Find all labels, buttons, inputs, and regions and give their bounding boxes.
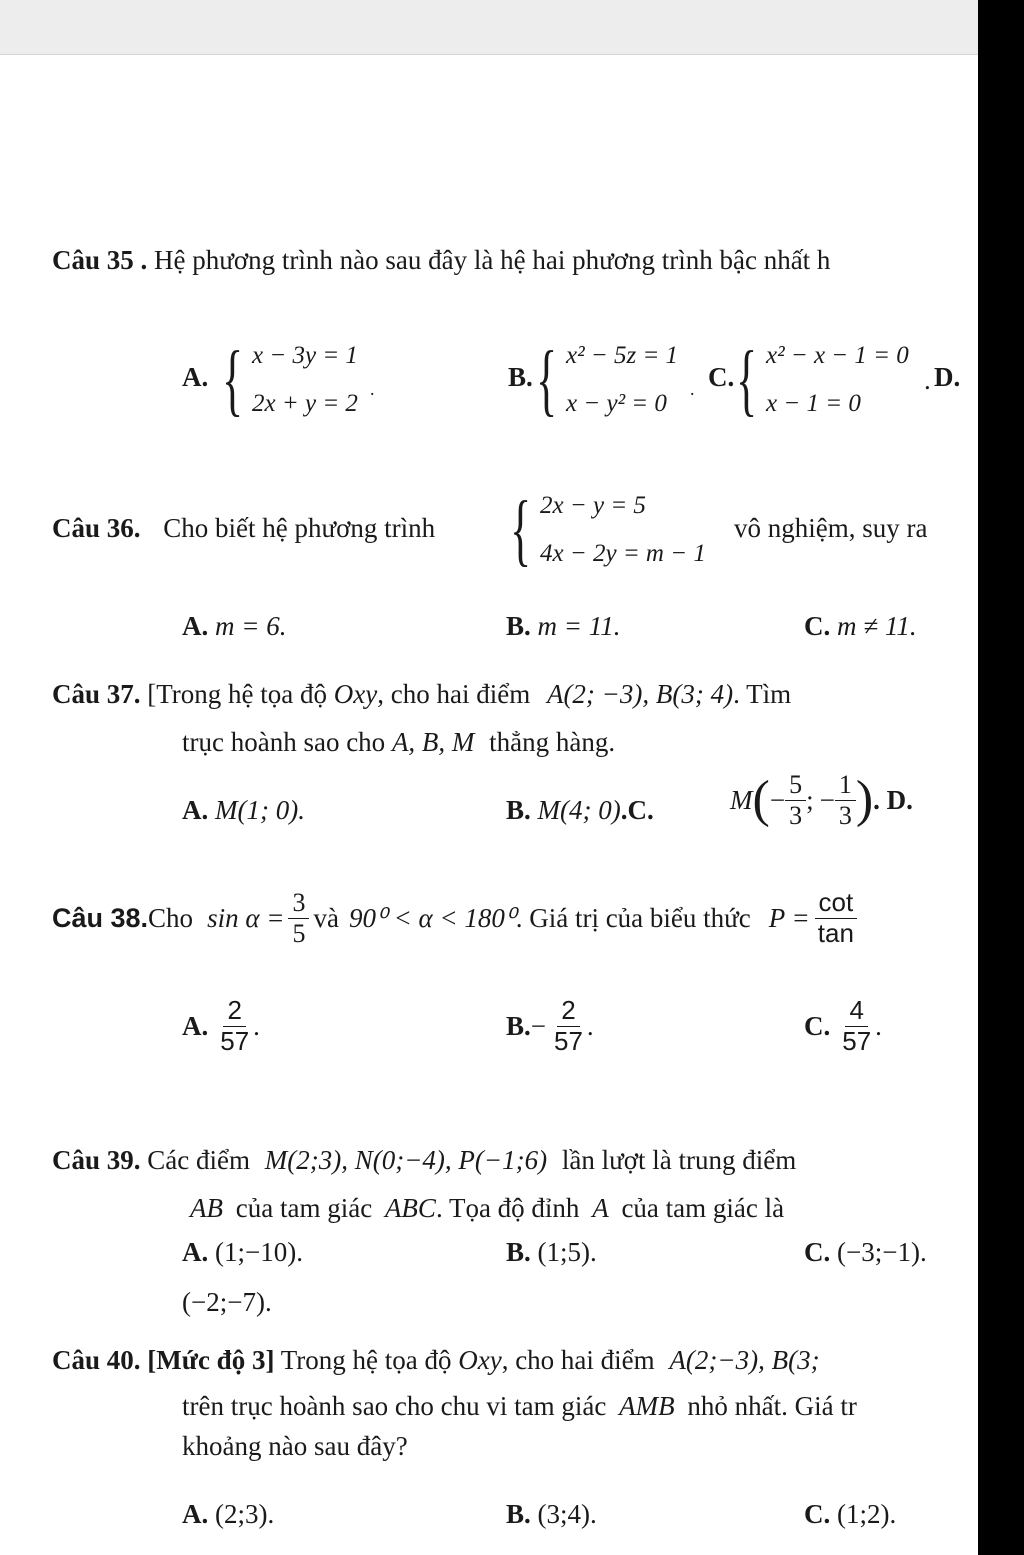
question-40 [52,1346,820,1376]
q39-option-d-value: (−2;−7). [182,1287,272,1317]
q38-c-label: C. [804,1010,831,1041]
q36-option-c [804,612,917,642]
q37-points: A(2; −3), B(3; 4) [546,679,734,709]
q40-b-value: (3;4). [537,1499,597,1529]
q39-option-b [506,1238,597,1268]
q35-option-a-label: A. [182,362,209,392]
question-37 [52,680,791,710]
q39-option-a [182,1238,303,1268]
q38-label: Câu 38. [52,902,149,933]
q39-ab: AB [190,1193,223,1223]
q35-a-end: . [370,379,375,399]
q39-line2b: của tam giác [235,1193,373,1223]
q35-label: Câu 35 . [52,245,148,275]
q37-line2 [182,728,615,758]
q37-a-label: A. [182,795,209,825]
q39-c-value: (−3;−1). [837,1237,927,1267]
q40-text1: Trong hệ tọa độ [280,1345,452,1375]
q35-b-eq2: x − y² = 0 [566,390,667,417]
q38-option-c: C. $\frac{4}{57}$ . [804,995,882,1056]
q36-b-value: m = 11. [537,611,621,641]
q38-c-frac [838,996,875,1057]
q35-option-b-system: { x² − 5z = 1 x − y² = 0 [536,336,679,424]
q38-a-frac [216,996,253,1057]
q37-c-d1: 3 [789,800,803,830]
q38-sin: sin α = [207,902,285,933]
q40-b-label: B. [506,1499,531,1529]
q35-option-d-label: D. [934,362,961,392]
q38-p: P = [768,902,810,933]
q36-eq1: 2x − y = 5 [540,492,646,519]
q40-level: [Mức độ 3] [147,1345,275,1375]
q37-b-label: B. [506,795,531,825]
q38-p-frac [814,888,858,949]
q37-line2b: A, B, M [391,727,475,757]
q39-text1: Các điểm [147,1145,250,1175]
q38-option-b: B. − $\frac{2}{57}$ . [506,995,594,1056]
q35-option-a-system: { x − 3y = 1 2x + y = 2 [222,336,358,424]
q40-line2a: trên trục hoành sao cho chu vi tam giác [182,1391,607,1421]
q39-b-value: (1;5). [537,1237,597,1267]
q38-ineq: 90⁰ < α < 180⁰ [348,902,516,933]
q38-num: 3 [288,888,309,919]
q36-c-label: C. [804,611,831,641]
q36-text: Cho biết hệ phương trình [163,513,436,543]
q35-option-c-system: { x² − x − 1 = 0 x − 1 = 0 [736,336,909,424]
q38-a-den: 57 [220,1025,250,1056]
q40-a-value: (2;3). [215,1499,275,1529]
q36-a-value: m = 6. [215,611,287,641]
q39-line2f: của tam giác là [621,1193,785,1223]
q37-a-value: M(1; 0). [215,795,305,825]
q37-oxy: Oxy [333,679,378,709]
q40-option-a [182,1500,274,1530]
q40-points: A(2;−3), B(3; [669,1345,820,1375]
q35-c-eq2: x − 1 = 0 [766,390,861,417]
q35-option-b-label: B. [508,362,533,392]
q40-text2: , cho hai điểm [501,1345,655,1375]
q37-option-a [182,796,305,826]
q36-c-value: m ≠ 11. [837,611,917,641]
q38-text1: Cho [148,902,194,933]
q38-a-num: 2 [223,996,245,1027]
q39-a: A [592,1193,609,1223]
q36-label: Câu 36. [52,513,141,543]
q38-c-den: 57 [842,1025,872,1056]
q39-points: M(2;3), N(0;−4), P(−1;6) [264,1145,548,1175]
q38-frac [288,888,309,949]
q38-b-label: B. [506,1010,531,1041]
q35-c-eq1: x² − x − 1 = 0 [766,342,909,369]
question-36 [52,514,435,544]
q36-option-b [506,612,620,642]
q37-line2c: thẳng hàng. [489,727,616,757]
q40-c-value: (1;2). [837,1499,897,1529]
q40-line2 [182,1392,857,1422]
q40-option-b [506,1500,597,1530]
q37-c-frac1 [785,770,806,831]
q35-a-eq1: x − 3y = 1 [252,342,358,369]
q36-eq2: 4x − 2y = m − 1 [540,540,706,567]
q35-a-eq2: 2x + y = 2 [252,390,358,417]
q39-abc: ABC [384,1193,436,1223]
q37-text3: . Tìm [733,679,792,709]
question-38 [52,888,858,949]
q38-pnum: cot [815,888,858,919]
q39-label: Câu 39. [52,1145,141,1175]
q35-b-eq1: x² − 5z = 1 [566,342,679,369]
q37-label: Câu 37. [52,679,141,709]
q38-option-a: A. $\frac{2}{57}$ . [182,995,260,1056]
q39-line2 [190,1194,784,1224]
q40-line3: khoảng nào sau đây? [182,1431,408,1461]
q39-b-label: B. [506,1237,531,1267]
q38-b-frac [550,996,587,1057]
q38-den: 5 [292,918,306,948]
q37-option-b [506,796,654,826]
q37-text2: , cho hai điểm [377,679,531,709]
q35-option-c-label: C. [708,362,735,392]
q38-b-den: 57 [554,1025,583,1056]
q37-c-d2: 3 [838,800,852,830]
screen-right-edge [978,0,1024,1555]
q35-c-end: . [924,365,931,395]
q39-a-label: A. [182,1237,209,1267]
q40-amb: AMB [619,1391,675,1421]
q37-d-label: . D. [873,784,913,815]
q37-c-label: .C. [620,795,654,825]
q40-a-label: A. [182,1499,209,1529]
q37-line2a: trục hoành sao cho [182,727,386,757]
q39-line2d: . Tọa độ đỉnh [435,1193,580,1223]
q39-a-value: (1;−10). [215,1237,303,1267]
q37-c-n2: 1 [835,770,856,801]
q40-label: Câu 40. [52,1345,141,1375]
q40-option-c [804,1500,896,1530]
q37-c-n1: 5 [785,770,806,801]
q37-c-sep: ; [806,784,814,815]
q35-text: Hệ phương trình nào sau đây là hệ hai phương trình bậc nhất h [154,245,831,275]
q36-a-label: A. [182,611,209,641]
q40-oxy: Oxy [458,1345,502,1375]
q38-c-num: 4 [845,996,867,1027]
q37-text1: [Trong hệ tọa độ [147,679,328,709]
question-35 [52,246,830,276]
q37-c-frac2 [835,770,856,831]
q39-text2: lần lượt là trung điểm [561,1145,797,1175]
q35-b-end: . [690,379,695,399]
q39-c-label: C. [804,1237,831,1267]
q36-tail: vô nghiệm, suy ra [734,513,928,543]
q38-text2: . Giá trị của biểu thức [515,902,751,933]
q36-system: { 2x − y = 5 4x − 2y = m − 1 [510,486,706,574]
q40-c-label: C. [804,1499,831,1529]
q37-option-c-value: M ( − $\frac{5}{3}$ ; − $\frac{1}{3}$ ) . D. [730,770,913,830]
q37-b-value: M(4; 0) [537,795,621,825]
q38-and: và [313,902,339,933]
question-39 [52,1146,796,1176]
q36-option-a [182,612,286,642]
q36-b-label: B. [506,611,531,641]
q38-b-num: 2 [557,996,579,1027]
q38-pden: tan [817,917,854,948]
q39-option-c [804,1238,927,1268]
q37-c-m: M [730,784,753,815]
q38-a-label: A. [182,1010,209,1041]
q40-line2c: nhỏ nhất. Giá tr [687,1391,857,1421]
